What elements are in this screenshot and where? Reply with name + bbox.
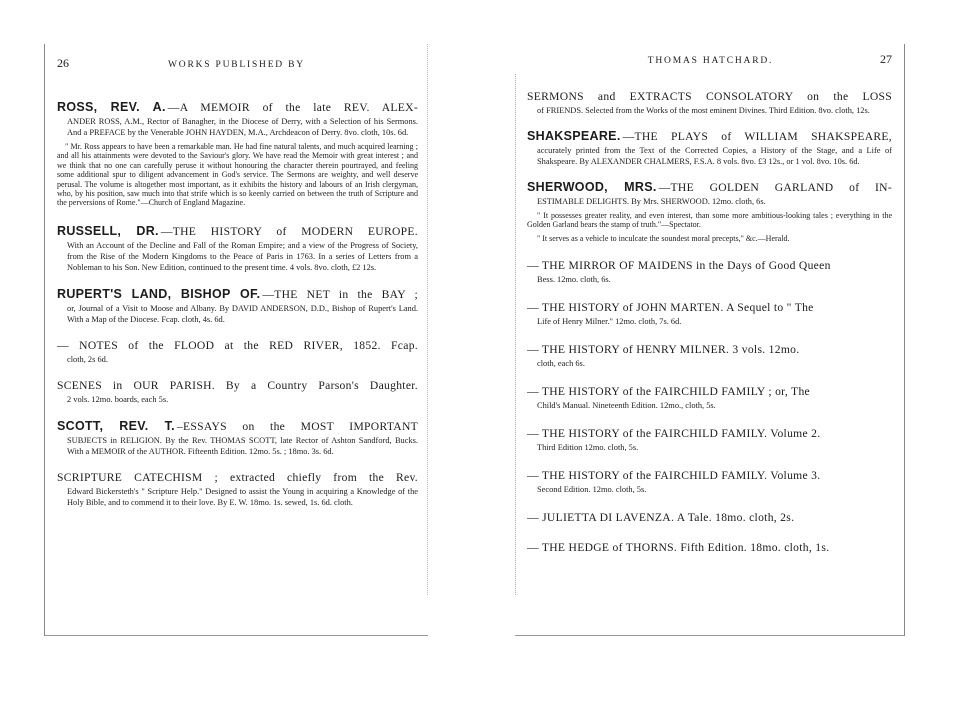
running-head: WORKS PUBLISHED BY: [168, 60, 305, 70]
entry-title: —THE PLAYS of WILLIAM SHAKSPEARE,: [622, 130, 892, 143]
entry-title: —A MEMOIR of the late REV. ALEX-: [167, 101, 418, 114]
entry-headline: SERMONS and EXTRACTS CONSOLATORY on the LOSS: [527, 90, 892, 103]
page-number: 27: [880, 52, 892, 66]
entry-headline: — THE MIRROR OF MAIDENS in the Days of Good Queen: [527, 259, 831, 273]
entry-body: accurately printed from the Text of the Corrected Copies, a History of the Stage, and a Life of Shakspeare. By ALEXANDER CHALMERS, F.S.A. 8 vols. 8vo. £3 12s., or 1 vol. 8vo. 10s. 6d.: [537, 146, 892, 166]
entry-headline: SCRIPTURE CATECHISM ; extracted chiefly from the Rev.: [57, 470, 418, 484]
entry-mirror-maidens: [527, 259, 892, 285]
entry-headline: — THE HISTORY of HENRY MILNER. 3 vols. 12mo.: [527, 343, 800, 357]
page-number: 26: [57, 56, 69, 70]
entry-body: of FRIENDS. Selected from the Works of the most eminent Divines. Third Edition. 8vo. cloth, 12s.: [537, 106, 870, 115]
running-head: THOMAS HATCHARD.: [647, 56, 774, 66]
entry-headline: — THE HISTORY of JOHN MARTEN. A Sequel to " The: [527, 301, 814, 315]
left-page: [44, 44, 428, 636]
entry-title: —THE GOLDEN GARLAND of IN-: [658, 181, 893, 194]
entry-body: Child's Manual. Nineteenth Edition. 12mo., cloth, 5s.: [537, 401, 716, 411]
entry-fairchild-1: [527, 385, 892, 411]
entry-sherwood: [527, 180, 892, 243]
entry-quote: " Mr. Ross appears to have been a remarkable man. He had fine natural talents, and much acquired learning ; and all his attainments were devoted to the Saviour's glory. We have read the Memoir with great interest ; and we think that no one can carefully peruse it without honouring the character therein pourtrayed, and feeling some additional spur to diligent advancement in God's service. The Sermons are weighty, and well deserve perusal. The volume is altogether most important, as it exhibits the history and labours of an Irish clergyman, who, by his position, saw much into that strife which is so keenly carried on between the truth of Scripture and the perversions of Rome."—Church of England Magazine.: [57, 142, 418, 208]
entry-body: With an Account of the Decline and Fall of the Roman Empire; and a view of the Progress of Society, from the Rise of the Modern Kingdoms to the Peace of Paris in 1763. In a series of Letters from a Nobleman to his Son. New Edition, continued to the present time. 4 vols. 8vo. cloth, £2 12s.: [67, 240, 418, 272]
entry-headline: [527, 129, 892, 144]
entry-russell: [57, 224, 418, 273]
entry-henry-milner: [527, 343, 892, 369]
entry-title: —THE HISTORY of MODERN EUROPE.: [160, 224, 418, 238]
entry-author: SCOTT, REV. T.: [57, 418, 175, 433]
entry-body: cloth, 2s 6d.: [67, 354, 108, 364]
entry-body: ESTIMABLE DELIGHTS. By Mrs. SHERWOOD. 12mo. cloth, 6s.: [537, 197, 766, 206]
entry-fairchild-2: [527, 427, 892, 453]
entry-headline: [527, 180, 892, 195]
entry-headline: [57, 100, 418, 115]
entry-john-marten: [527, 301, 892, 327]
entry-quote: " It possesses greater reality, and even interest, than some more ambitious-looking tales ; everything in the Golden Garland bears the stamp of truth."—Spectator.: [527, 211, 892, 230]
entry-scenes-parish: [57, 379, 418, 405]
entry-hedge-thorns: [527, 541, 892, 555]
right-page: [515, 44, 905, 636]
entry-headline: [57, 224, 418, 239]
entry-fairchild-3: [527, 469, 892, 495]
entry-headline: — THE HISTORY of the FAIRCHILD FAMILY ; or, The: [527, 385, 810, 399]
entry-body: SUBJECTS in RELIGION. By the Rev. THOMAS SCOTT, late Rector of Ashton Sandford, Bucks. With a MEMOIR of the AUTHOR. Fifteenth Edition. 12mo. 5s. ; 18mo. 3s. 6d.: [67, 435, 418, 456]
entry-scripture-catechism: [57, 471, 418, 508]
entry-headline: SCENES in OUR PARISH. By a Country Parson's Daughter.: [57, 378, 418, 392]
entry-headline: — THE HISTORY of the FAIRCHILD FAMILY. Volume 2.: [527, 427, 821, 441]
entry-body: cloth, each 6s.: [537, 359, 585, 369]
entry-shakspeare: [527, 129, 892, 167]
entry-body: 2 vols. 12mo. boards, each 5s.: [67, 394, 169, 404]
entry-headline: [57, 287, 418, 302]
entry-headline: — NOTES of the FLOOD at the RED RIVER, 1852. Fcap.: [57, 338, 418, 352]
entry-body: Edward Bickersteth's " Scripture Help." Designed to assist the Young in acquiring a Knowledge of the Holy Bible, and to commend it to their love. By E. W. 18mo. 1s. sewed, 1s. 6d. cloth.: [67, 486, 418, 507]
entry-body: ANDER ROSS, A.M., Rector of Banagher, in the Diocese of Derry, with a Selection of his Sermons. And a PREFACE by the Venerable JOHN HAYDEN, M.A., Archdeacon of Derry. 8vo. cloth, 10s. 6d.: [67, 117, 418, 137]
entry-author: RUPERT'S LAND, BISHOP OF.: [57, 286, 261, 301]
entry-body: Life of Henry Milner." 12mo. cloth, 7s. 6d.: [537, 317, 682, 327]
entry-title: –ESSAYS on the MOST IMPORTANT: [176, 419, 418, 433]
entry-headline: [57, 419, 418, 434]
entry-body: Third Edition 12mo. cloth, 5s.: [537, 443, 639, 453]
entry-quote-second: " It serves as a vehicle to inculcate the soundest moral precepts," &c.—Herald.: [537, 233, 790, 243]
entry-headline: — THE HISTORY of the FAIRCHILD FAMILY. Volume 3.: [527, 469, 821, 483]
entry-author: SHAKSPEARE.: [527, 129, 621, 143]
entry-author: SHERWOOD, MRS.: [527, 180, 657, 194]
entry-body: or, Journal of a Visit to Moose and Albany. By DAVID ANDERSON, D.D., Bishop of Rupert's Land. With a Map of the Diocese. Fcap. cloth, 4s. 6d.: [67, 303, 418, 324]
entry-headline: — THE HEDGE of THORNS. Fifth Edition. 18mo. cloth, 1s.: [527, 541, 830, 555]
entry-body: Bess. 12mo. cloth, 6s.: [537, 275, 611, 285]
entry-author: ROSS, REV. A.: [57, 100, 166, 114]
right-page-header: [527, 52, 892, 74]
entry-ross: [57, 100, 418, 208]
entry-headline: — JULIETTA DI LAVENZA. A Tale. 18mo. cloth, 2s.: [527, 511, 795, 525]
left-page-header: [57, 56, 418, 78]
entry-title: —THE NET in the BAY ;: [262, 287, 418, 301]
entry-ruperts-land: [57, 287, 418, 325]
entry-scott: [57, 419, 418, 457]
entry-author: RUSSELL, DR.: [57, 223, 159, 238]
entry-body: Second Edition. 12mo. cloth, 5s.: [537, 485, 647, 495]
entry-sermons-extracts: [527, 90, 892, 116]
entry-julietta: [527, 511, 892, 525]
entry-notes-flood: [57, 339, 418, 365]
